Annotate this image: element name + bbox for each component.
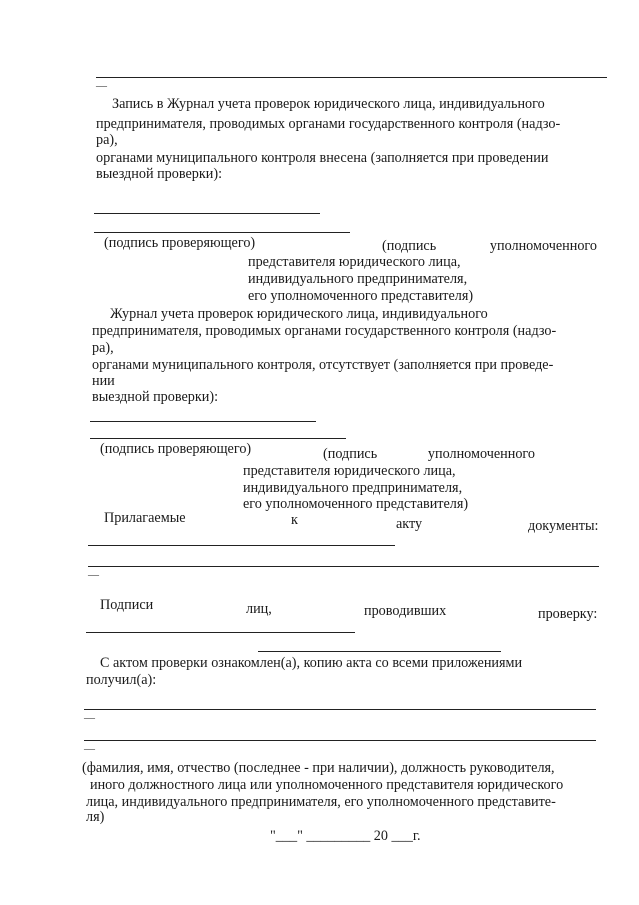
dash-mark: — bbox=[96, 80, 107, 92]
rep-caption-1-word-1: (подпись bbox=[382, 238, 437, 254]
signatures-word-2: лиц, bbox=[246, 601, 272, 617]
signatures-word-3: проводивших bbox=[364, 603, 447, 619]
dash-mark: — bbox=[84, 743, 95, 755]
rep-caption-2 bbox=[323, 446, 535, 463]
journal-absent-line-4: органами муниципального контроля, отсутствует (заполняется при проведе- bbox=[92, 357, 554, 373]
rep-caption-2-line-1: представителя юридического лица, bbox=[243, 463, 456, 479]
recipient-line-1 bbox=[84, 709, 596, 710]
rep-caption-1-line-2: индивидуального предпринимателя, bbox=[248, 271, 468, 287]
inspector-caption-1: (подпись проверяющего) bbox=[104, 235, 256, 251]
acquainted-line-1: С актом проверки ознакомлен(а), копию акта со всеми приложениями bbox=[100, 655, 523, 671]
journal-absent-line-3: ра), bbox=[92, 340, 114, 356]
date-line: "___" _________ 20 ___г. bbox=[270, 828, 421, 844]
acquainted-line-2: получил(а): bbox=[86, 672, 157, 688]
footer-caption-line-4: ля) bbox=[86, 809, 105, 825]
journal-record-line-5: выездной проверки): bbox=[96, 166, 223, 182]
representative-signature-line-2 bbox=[90, 438, 346, 439]
rep-caption-2-word-1: (подпись bbox=[323, 446, 378, 462]
top-rule bbox=[96, 77, 607, 78]
inspector-signature-line-1 bbox=[94, 213, 320, 214]
inspector-signature-line-2 bbox=[90, 421, 316, 422]
attachments-word-1: Прилагаемые bbox=[104, 510, 186, 526]
signatures-word-1: Подписи bbox=[100, 597, 154, 613]
inspectors-signature-line-1 bbox=[86, 632, 355, 633]
rep-caption-1-word-2: уполномоченного bbox=[489, 238, 597, 254]
footer-caption-line-1: (фамилия, имя, отчество (последнее - при наличии), должность руководителя, bbox=[82, 760, 555, 776]
rep-caption-1-line-3: его уполномоченного представителя) bbox=[248, 288, 474, 304]
rep-caption-1-line-1: представителя юридического лица, bbox=[248, 254, 461, 270]
attachments-word-4: документы: bbox=[528, 518, 599, 534]
journal-absent-line-1: Журнал учета проверок юридического лица, индивидуального bbox=[110, 306, 488, 322]
attachments-word-2: к bbox=[291, 512, 298, 528]
inspectors-signature-line-2 bbox=[258, 651, 501, 652]
journal-absent-line-5: нии bbox=[92, 373, 115, 389]
rep-caption-2-line-2: индивидуального предпринимателя, bbox=[243, 480, 463, 496]
recipient-line-2 bbox=[84, 740, 596, 741]
rep-caption-2-line-3: его уполномоченного представителя) bbox=[243, 496, 469, 512]
signatures-word-4: проверку: bbox=[538, 606, 598, 622]
attachments-line-1 bbox=[88, 545, 395, 546]
inspector-caption-2: (подпись проверяющего) bbox=[100, 441, 252, 457]
dash-mark: — bbox=[84, 712, 95, 724]
journal-record-line-4: органами муниципального контроля внесена (заполняется при проведении bbox=[96, 150, 549, 166]
journal-record-line-3: ра), bbox=[96, 132, 118, 148]
journal-record-line-2: предпринимателя, проводимых органами государственного контроля (надзо- bbox=[96, 116, 561, 132]
footer-caption-line-2: иного должностного лица или уполномоченного представителя юридического bbox=[90, 777, 564, 793]
journal-absent-line-6: выездной проверки): bbox=[92, 389, 219, 405]
rep-caption-2-word-2: уполномоченного bbox=[427, 446, 535, 462]
attachments-word-3: акту bbox=[396, 516, 423, 532]
footer-caption-line-3: лица, индивидуального предпринимателя, его уполномоченного представите- bbox=[86, 794, 556, 810]
attachments-line-2 bbox=[88, 566, 599, 567]
journal-record-line-1: Запись в Журнал учета проверок юридического лица, индивидуального bbox=[112, 96, 545, 112]
dash-mark: — bbox=[88, 569, 99, 581]
rep-caption-1 bbox=[382, 238, 597, 255]
journal-absent-line-2: предпринимателя, проводимых органами государственного контроля (надзо- bbox=[92, 323, 557, 339]
representative-signature-line-1 bbox=[94, 232, 350, 233]
